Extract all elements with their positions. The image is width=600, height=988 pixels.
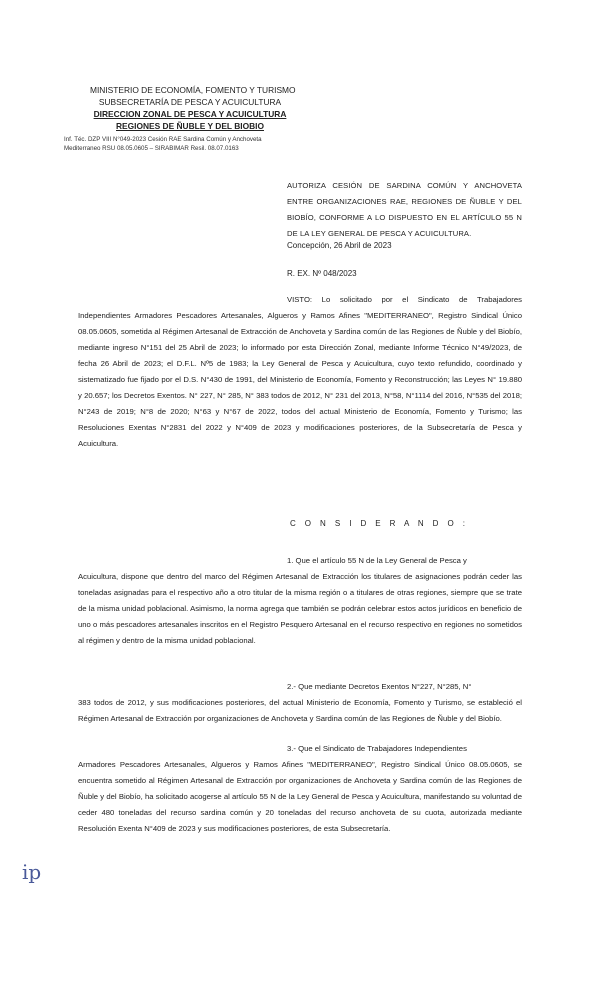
header-ministry: MINISTERIO DE ECONOMÍA, FOMENTO Y TURISMO	[90, 85, 296, 95]
considerando-item-3	[78, 741, 522, 837]
item-1-text: Acuicultura, dispone que dentro del marco del Régimen Artesanal de Extracción los titulares de asignaciones podrán ceder las toneladas asignadas para el respectivo año a otro titular de la misma región o a titulares de otras regiones, siempre que se trate de la misma unidad poblacional. Asimismo, la norma agrega que también se podrán celebrar estos actos jurídicos en beneficio de uno o más pescadores artesanales inscritos en el Registro Pesquero Artesanal en el recurso respectivo en regiones no sometidos al régimen y dentro de la misma unidad poblacional.	[78, 572, 522, 645]
header-direccion-zonal: DIRECCION ZONAL DE PESCA Y ACUICULTURA	[93, 109, 287, 119]
visto-text: Lo solicitado por el Sindicato de Trabajadores Independientes Armadores Pescadores Artesanales, Algueros y Ramos Afines "MEDITERRANEO", Registro Sindical Único 08.05.0605, sometida al Régimen Artesanal de Extracción de Anchoveta y Sardina común de las Regiones de Ñuble y del Biobío, mediante ingreso N°151 del 25 Abril de 2023; lo informado por esta Dirección Zonal, mediante Informe Técnico N°49/2023, de fecha 26 Abril de 2023; el D.F.L. Nº5 de 1983; la Ley General de Pesca y Acuicultura, cuyo texto refundido, coordinado y sistematizado fue fijado por el D.S. N°430 de 1991, del Ministerio de Economía, Fomento y Reconstrucción; las Leyes N° 19.880 y 20.657; los Decretos Exentos. N° 227, N° 285, N° 383 todos de 2012, N° 231 del 2013, N°58, N°1114 del 2016, N°535 del 2018; N°243 de 2019; N°8 de 2020; N°63 y N°67 de 2022, todos del actual Ministerio de Economía, Fomento y Turismo; las Resoluciones Exentas N°2831 del 2022 y N°409 de 2023 y modificaciones posteriores, de la Subsecretaría de Pesca y Acuicultura.	[78, 295, 522, 448]
reference-line-2: Mediterraneo RSU 08.05.0605 – SIRABIMAR Resil. 08.07.0163	[64, 145, 239, 152]
item-1-lead: 1. Que el artículo 55 N de la Ley General de Pesca y	[287, 556, 467, 565]
resolution-date: Concepción, 26 Abril de 2023	[287, 241, 392, 250]
visto-label: VISTO:	[287, 295, 313, 304]
resolution-number: R. EX. Nº 048/2023	[287, 269, 357, 278]
considerando-heading: C O N S I D E R A N D O :	[290, 519, 469, 528]
item-2-lead: 2.- Que mediante Decretos Exentos N°227, N°285, N°	[287, 682, 472, 691]
header-subsecretaria: SUBSECRETARÍA DE PESCA Y ACUICULTURA	[98, 97, 282, 107]
header-regiones: REGIONES DE ÑUBLE Y DEL BIOBIO	[116, 121, 264, 131]
handwritten-initials: ip	[22, 860, 42, 884]
item-3-lead: 3.- Que el Sindicato de Trabajadores Independientes	[287, 744, 467, 753]
item-3-text: Armadores Pescadores Artesanales, Algueros y Ramos Afines "MEDITERRANEO", Registro Sindical Único 08.05.0605, se encuentra sometido al Régimen Artesanal de Extracción por organizaciones de Anchoveta y Sardina común de las Regiones de Ñuble y del Biobío, ha solicitado acogerse al artículo 55 N de la Ley General de Pesca y Acuicultura, manifestando su voluntad de ceder 480 toneladas del recurso sardina común y 20 toneladas del recurso anchoveta de su cuota, autorizada mediante Resolución Exenta N°409 de 2023 y sus modificaciones posteriores, de esta Subsecretaría.	[78, 760, 522, 833]
considerando-item-1	[78, 553, 522, 649]
item-2-text: 383 todos de 2012, y sus modificaciones posteriores, del actual Ministerio de Economía, Fomento y Turismo, se estableció el Régimen Artesanal de Extracción por organizaciones de Anchoveta y Sardina común de las Regiones de Ñuble y del Biobío.	[78, 698, 522, 723]
considerando-item-2	[78, 679, 522, 727]
visto-paragraph	[78, 292, 522, 452]
reference-line-1: Inf. Téc. DZP VIII N°049-2023 Cesión RAE Sardina Común y Anchoveta	[64, 136, 262, 143]
resolution-subject: AUTORIZA CESIÓN DE SARDINA COMÚN Y ANCHOVETA ENTRE ORGANIZACIONES RAE, REGIONES DE ÑUBLE Y DEL BIOBÍO, CONFORME A LO DISPUESTO EN EL ARTÍCULO 55 N DE LA LEY GENERAL DE PESCA Y ACUICULTURA.	[287, 181, 522, 238]
